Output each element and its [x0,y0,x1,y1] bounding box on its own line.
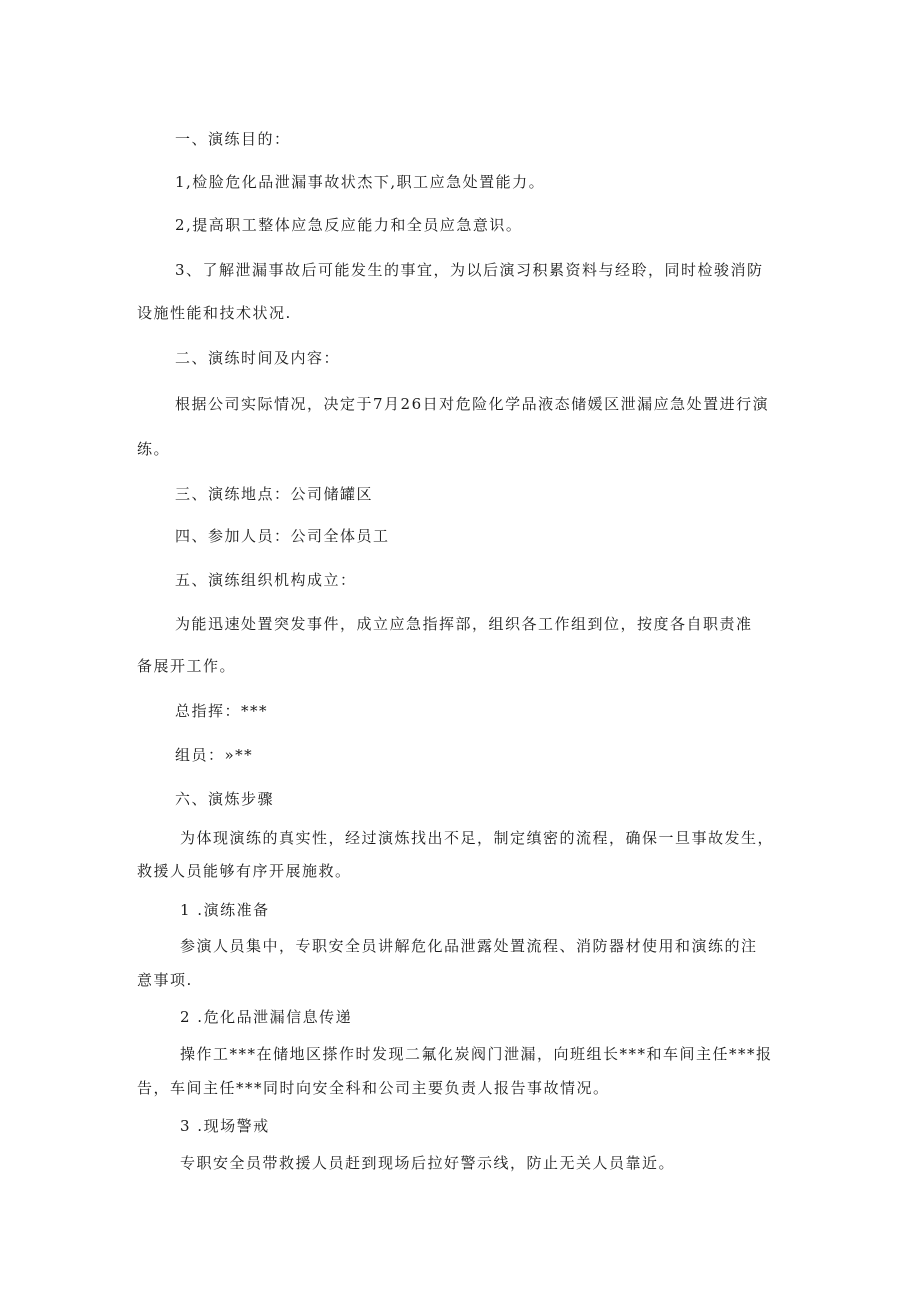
step-2-title: 2 .危化品泄漏信息传递 [180,1008,353,1026]
step-2-body-line-2: 告，车间主任***同时向安全科和公司主要负责人报告事故情况。 [137,1079,610,1097]
section-4-participants: 四、参加人员：公司全体员工 [175,527,390,545]
members: 组员：»** [175,746,254,764]
step-1-body-line-1: 参演人员集中，专职安全员讲解危化品泄露处置流程、消防器材使用和演练的注 [180,937,758,955]
section-2-title: 二、演练时间及内容： [175,349,341,367]
section-1-title: 一、演练目的： [175,130,291,148]
step-3-body-line-1: 专职安全员带救援人员赶到现场后拉好警示线，防止无关人员靠近。 [180,1154,676,1172]
commander: 总指挥：*** [175,702,269,720]
section-6-body-line-1: 为体现演练的真实性，经过演炼找出不足，制定缜密的流程，确保一旦事故发生， [180,829,775,847]
section-2-body-line-2: 练。 [137,440,171,458]
section-6-body-line-2: 救援人员能够有序开展施救。 [137,862,352,880]
step-2-body-line-1: 操作工***在储地区搽作时发现二氟化炭阀门泄漏，向班组长***和车间主任***报 [180,1045,773,1063]
step-1-body-line-2: 意事项. [137,971,193,989]
section-5-body-line-1: 为能迅速处置突发事件，成立应急指挥部，组织各工作组到位，按度各自职责准 [175,615,753,633]
section-3-location: 三、演练地点：公司储罐区 [175,485,374,503]
section-1-item-3-line-2: 设施性能和技术状况. [137,304,292,322]
step-1-title: 1 .演练准备 [180,901,270,919]
section-5-body-line-2: 备展开工作。 [137,657,237,675]
step-3-title: 3 .现场警戒 [180,1117,270,1135]
section-1-item-3-line-1: 3、了解泄漏事故后可能发生的事宜，为以后演习积累资料与经聆，同时检骏消防 [175,261,764,279]
section-1-item-2: 2,提高职工整体应急反应能力和全员应急意识。 [175,216,523,234]
section-1-item-1: 1,检脸危化品泄漏事故状杰下,职工应急处置能力。 [175,173,546,191]
section-6-title: 六、演炼步骤 [175,790,275,808]
section-5-title: 五、演练组织机构成立： [175,571,357,589]
section-2-body-line-1: 根据公司实际情况，决定于7月26日对危险化学品液态储媛区泄漏应急处置进行演 [175,395,770,413]
